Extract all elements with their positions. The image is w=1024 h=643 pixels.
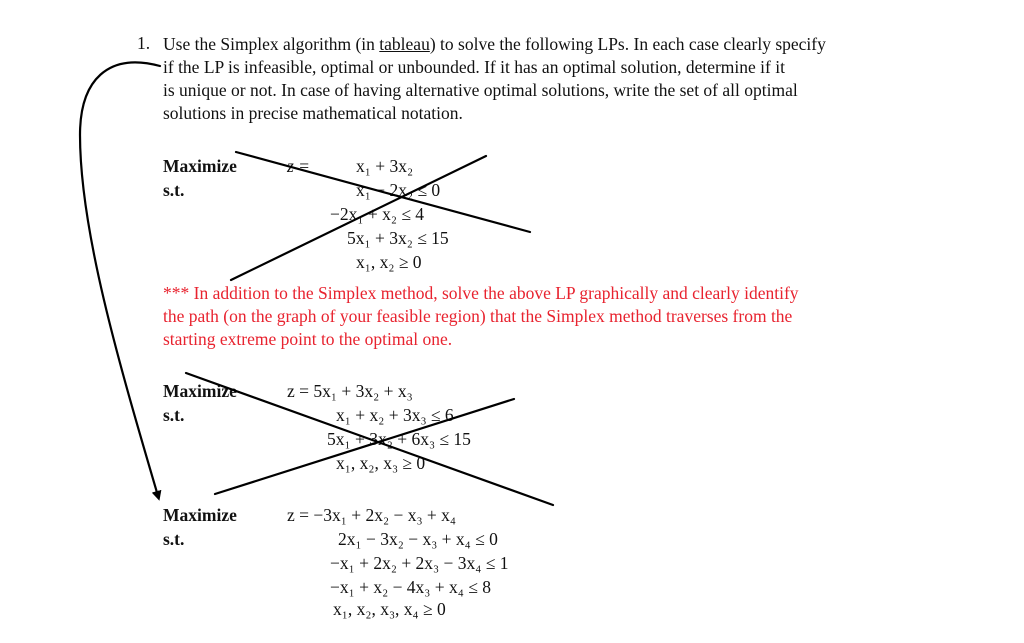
lp1-maximize-label: Maximize [163,156,237,176]
note-line-1: *** In addition to the Simplex method, solve the above LP graphically and clearly identify [163,283,799,303]
lp1-constraint-2: −2x₁ + x₂ ≤ 4 [330,204,425,224]
lp3-constraint-2: −x₁ + 2x₂ + 2x₃ − 3x₄ ≤ 1 [330,553,509,573]
lp2-maximize-label: Maximize [163,381,237,401]
intro-line-4: solutions in precise mathematical notation. [163,103,463,123]
lp3-maximize-label: Maximize [163,505,237,525]
problem-intro [163,33,953,125]
intro-line-2: if the LP is infeasible, optimal or unbounded. If it has an optimal solution, determine if it [163,57,785,77]
note-line-2: the path (on the graph of your feasible region) that the Simplex method traverses from the [163,306,793,326]
lp1-st-label: s.t. [163,180,185,200]
problem-number: 1. [137,33,151,53]
tableau-word: tableau [379,34,430,54]
lp3-objective: z = −3x₁ + 2x₂ − x₃ + x₄ [287,505,457,525]
lp2-constraint-2: 5x₁ + 3x₂ + 6x₃ ≤ 15 [327,429,471,449]
lp3-st-label: s.t. [163,529,185,549]
lp1-constraint-3: 5x₁ + 3x₂ ≤ 15 [347,228,449,248]
lp3-constraint-1: 2x₁ − 3x₂ − x₃ + x₄ ≤ 0 [338,529,498,549]
note-line-3: starting extreme point to the optimal one. [163,329,453,349]
lp3-nonneg: x₁, x₂, x₃, x₄ ≥ 0 [333,599,446,619]
intro-line-1 [163,33,953,56]
intro-line-3: is unique or not. In case of having alternative optimal solutions, write the set of all optimal [163,80,798,100]
intro-line-1-end: ) to solve the following LPs. In each case clearly specify [429,34,826,54]
lp2-objective: z = 5x₁ + 3x₂ + x₃ [287,381,413,401]
lp2-constraint-1: x₁ + x₂ + 3x₃ ≤ 6 [336,405,454,425]
lp1-nonneg: x₁, x₂ ≥ 0 [356,252,422,272]
lp2-nonneg: x₁, x₂, x₃ ≥ 0 [336,453,426,473]
lp1-objective-lhs: z = [287,156,310,176]
curved-arrow [80,62,160,496]
lp1-constraint-1: x₁ − 2x₂ ≤ 0 [356,180,441,200]
lp1-objective-rhs: x₁ + 3x₂ [356,156,414,176]
intro-line-1-start: Use the Simplex algorithm (in [163,34,380,54]
lp2-st-label: s.t. [163,405,185,425]
graphical-note [163,282,953,351]
lp3-constraint-3: −x₁ + x₂ − 4x₃ + x₄ ≤ 8 [330,577,491,597]
